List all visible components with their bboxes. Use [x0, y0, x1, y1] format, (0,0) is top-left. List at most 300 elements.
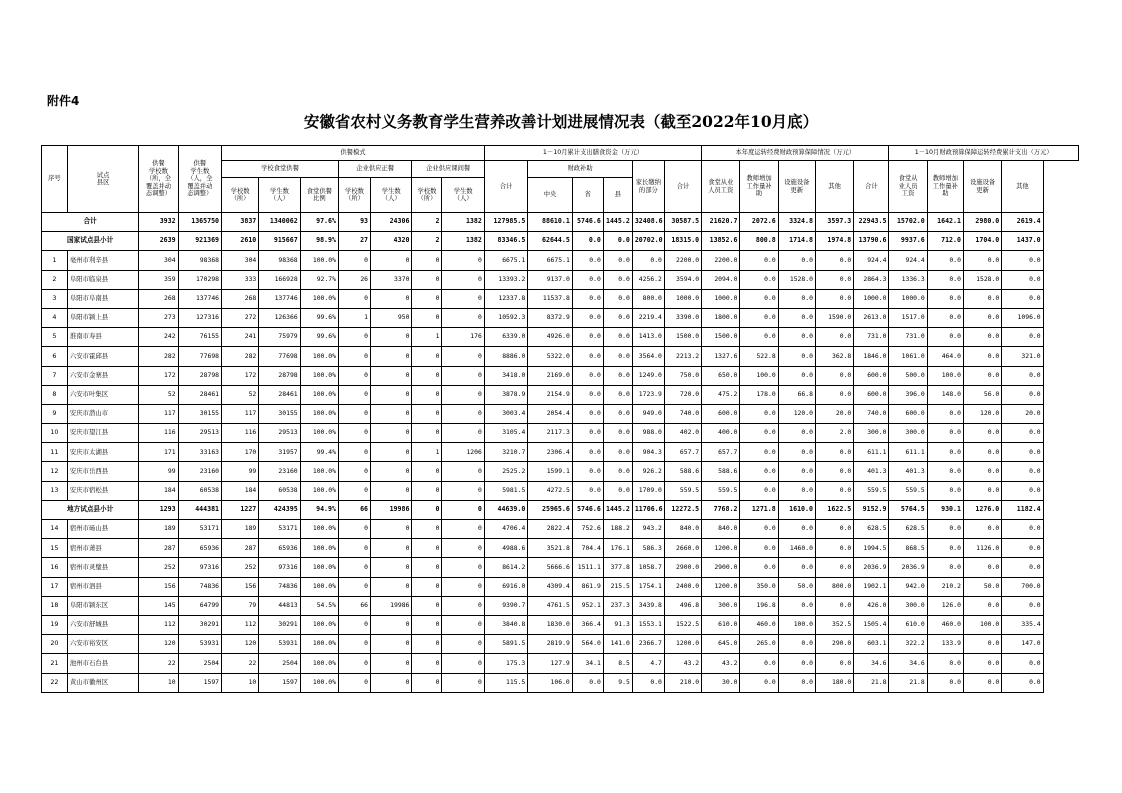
- table-cell: 0.0: [740, 481, 778, 500]
- table-cell: 0: [412, 577, 442, 596]
- table-cell: 559.5: [854, 481, 889, 500]
- table-cell: 0.0: [572, 366, 603, 385]
- row-area-name: 淮南市寿县: [67, 328, 138, 347]
- table-cell: 0: [338, 577, 370, 596]
- table-cell: 304: [139, 251, 178, 270]
- table-cell: 0.0: [815, 385, 853, 404]
- table-cell: 600.0: [702, 404, 740, 423]
- table-cell: 3003.4: [484, 404, 527, 423]
- row-area-name: 安庆市望江县: [67, 424, 138, 443]
- table-cell: 30155: [259, 404, 300, 423]
- table-cell: 0: [442, 270, 484, 289]
- table-cell: 0.0: [778, 289, 815, 308]
- table-cell: 100.0%: [300, 673, 338, 692]
- table-cell: 100.0%: [300, 404, 338, 423]
- table-cell: 34.6: [889, 654, 927, 673]
- table-cell: 0: [442, 615, 484, 634]
- header-canteen-ratio: 食堂供餐 比例: [300, 178, 338, 213]
- table-cell: 189: [222, 520, 259, 539]
- table-cell: 0.0: [778, 462, 815, 481]
- table-cell: 126366: [259, 308, 300, 327]
- table-cell: 0: [442, 308, 484, 327]
- header-spent-other: 其他: [1002, 161, 1043, 213]
- page-title: 安徽省农村义务教育学生营养改善计划进展情况表（截至2022年10月底）: [303, 112, 819, 131]
- table-cell: 0: [442, 577, 484, 596]
- header-budget-teacher: 教师增加 工作量补 助: [740, 161, 778, 213]
- table-cell: 3390.0: [664, 308, 701, 327]
- table-cell: 2639: [139, 232, 178, 251]
- table-cell: 188.2: [603, 520, 632, 539]
- table-cell: 840.0: [702, 520, 740, 539]
- table-cell: 0.0: [927, 289, 963, 308]
- table-cell: 800.0: [815, 577, 853, 596]
- table-cell: 0: [442, 385, 484, 404]
- table-cell: 34.1: [572, 654, 603, 673]
- table-cell: 2366.7: [632, 635, 664, 654]
- table-cell: 4272.5: [528, 481, 573, 500]
- header-budget-wage: 食堂从业 人员工资: [702, 161, 740, 213]
- progress-table: [41, 145, 1079, 693]
- table-cell: 127.9: [528, 654, 573, 673]
- header-area: 试点 县区: [67, 146, 138, 213]
- table-cell: 0.0: [1002, 270, 1043, 289]
- row-area-name: 安庆市太湖县: [67, 443, 138, 462]
- table-row: [42, 539, 1079, 558]
- table-cell: 0.0: [927, 558, 963, 577]
- header-budget-equip: 设施设备 更新: [778, 161, 815, 213]
- table-cell: 0.0: [1002, 462, 1043, 481]
- table-cell: 20.0: [815, 404, 853, 423]
- row-seq: 20: [42, 635, 68, 654]
- table-cell: 32408.6: [632, 213, 664, 232]
- table-cell: 28798: [259, 366, 300, 385]
- subtotal-label: 国家试点县小计: [42, 232, 139, 251]
- table-cell: 611.1: [889, 443, 927, 462]
- table-cell: 26: [338, 270, 370, 289]
- header-funds: 1－10月累计支出膳食资金（万元）: [484, 146, 701, 161]
- table-cell: 98368: [178, 251, 221, 270]
- table-cell: 2900.0: [702, 558, 740, 577]
- header-parent: 家长缴纳 的部分: [632, 161, 664, 213]
- table-cell: 0.0: [778, 366, 815, 385]
- table-cell: 5746.6: [572, 213, 603, 232]
- table-cell: 0.0: [603, 328, 632, 347]
- table-cell: 22: [222, 654, 259, 673]
- table-cell: 610.0: [889, 615, 927, 634]
- table-cell: 0.0: [572, 232, 603, 251]
- table-row: [42, 558, 1079, 577]
- table-cell: 333: [222, 270, 259, 289]
- table-cell: 720.0: [664, 385, 701, 404]
- table-cell: 6339.0: [484, 328, 527, 347]
- table-cell: 184: [222, 481, 259, 500]
- table-cell: 0: [371, 462, 412, 481]
- table-cell: 0.0: [963, 673, 1001, 692]
- table-cell: 444381: [178, 500, 221, 519]
- table-cell: 0.0: [740, 251, 778, 270]
- table-cell: 0.0: [927, 520, 963, 539]
- table-cell: 20.0: [1002, 404, 1043, 423]
- table-row: [42, 270, 1079, 289]
- table-cell: 0.0: [963, 347, 1001, 366]
- row-seq: 13: [42, 481, 68, 500]
- table-cell: 172: [139, 366, 178, 385]
- table-cell: 127985.5: [484, 213, 527, 232]
- table-cell: 28461: [178, 385, 221, 404]
- table-cell: 290.0: [815, 635, 853, 654]
- table-cell: 2169.0: [528, 366, 573, 385]
- table-cell: 1382: [442, 213, 484, 232]
- subtotal-label: 合计: [42, 213, 139, 232]
- table-cell: 147.0: [1002, 635, 1043, 654]
- table-cell: 6675.1: [484, 251, 527, 270]
- table-cell: 988.0: [632, 424, 664, 443]
- table-cell: 252: [222, 558, 259, 577]
- table-cell: 0: [338, 520, 370, 539]
- table-cell: 0.0: [815, 481, 853, 500]
- table-cell: 0: [412, 347, 442, 366]
- table-cell: 8372.9: [528, 308, 573, 327]
- table-cell: 0.0: [632, 251, 664, 270]
- table-cell: 287: [222, 539, 259, 558]
- table-cell: 8886.0: [484, 347, 527, 366]
- table-cell: 127316: [178, 308, 221, 327]
- table-cell: 0.0: [740, 654, 778, 673]
- table-cell: 0.0: [778, 424, 815, 443]
- header-canteen: 学校食堂供餐: [222, 161, 339, 178]
- table-cell: 8614.2: [484, 558, 527, 577]
- table-cell: 34.6: [854, 654, 889, 673]
- row-seq: 3: [42, 289, 68, 308]
- table-cell: 0.0: [1002, 328, 1043, 347]
- table-cell: 176.1: [603, 539, 632, 558]
- table-cell: 1061.0: [889, 347, 927, 366]
- table-cell: 1200.0: [702, 577, 740, 596]
- table-cell: 76155: [178, 328, 221, 347]
- row-seq: 8: [42, 385, 68, 404]
- table-cell: 1096.0: [1002, 308, 1043, 327]
- table-cell: 189: [139, 520, 178, 539]
- table-cell: 1622.5: [815, 500, 853, 519]
- table-cell: 0: [412, 654, 442, 673]
- row-area-name: 阜阳市颍上县: [67, 308, 138, 327]
- table-cell: 0.0: [815, 251, 853, 270]
- table-cell: 0.0: [603, 270, 632, 289]
- table-cell: 93: [338, 213, 370, 232]
- table-cell: 3840.8: [484, 615, 527, 634]
- table-cell: 29513: [259, 424, 300, 443]
- attachment-label: 附件4: [47, 94, 80, 108]
- table-cell: 1126.0: [963, 539, 1001, 558]
- table-cell: 53171: [259, 520, 300, 539]
- table-cell: 0.0: [572, 347, 603, 366]
- table-cell: 731.0: [889, 328, 927, 347]
- table-cell: 0.0: [815, 539, 853, 558]
- table-cell: 0.0: [778, 558, 815, 577]
- table-cell: 120.0: [778, 404, 815, 423]
- table-cell: 92.7%: [300, 270, 338, 289]
- table-cell: 145: [139, 596, 178, 615]
- table-cell: 0: [412, 385, 442, 404]
- table-cell: 0: [412, 251, 442, 270]
- table-cell: 752.6: [572, 520, 603, 539]
- table-cell: 0.0: [740, 558, 778, 577]
- table-cell: 0: [371, 443, 412, 462]
- table-cell: 2525.2: [484, 462, 527, 481]
- table-cell: 74836: [178, 577, 221, 596]
- table-cell: 0.0: [603, 366, 632, 385]
- table-cell: 13393.2: [484, 270, 527, 289]
- table-cell: 0.0: [815, 328, 853, 347]
- table-cell: 1902.1: [854, 577, 889, 596]
- table-cell: 2117.3: [528, 424, 573, 443]
- table-cell: 66: [338, 596, 370, 615]
- table-cell: 0: [371, 328, 412, 347]
- table-cell: 0.0: [778, 520, 815, 539]
- table-cell: 0: [371, 366, 412, 385]
- row-area-name: 亳州市利辛县: [67, 251, 138, 270]
- header-seq: 序号: [42, 146, 68, 213]
- table-cell: 366.4: [572, 615, 603, 634]
- table-cell: 1599.1: [528, 462, 573, 481]
- table-cell: 1327.6: [702, 347, 740, 366]
- header-budget: 本年度运转经费财政预算保障情况（万元）: [702, 146, 889, 161]
- table-cell: 0: [338, 635, 370, 654]
- table-cell: 100.0%: [300, 251, 338, 270]
- table-cell: 77698: [259, 347, 300, 366]
- table-cell: 588.6: [702, 462, 740, 481]
- table-cell: 1590.0: [815, 308, 853, 327]
- table-cell: 712.0: [927, 232, 963, 251]
- table-cell: 100.0%: [300, 385, 338, 404]
- table-cell: 100.0: [963, 615, 1001, 634]
- table-cell: 0.0: [963, 366, 1001, 385]
- table-cell: 1505.4: [854, 615, 889, 634]
- table-cell: 0: [412, 308, 442, 327]
- table-cell: 522.8: [740, 347, 778, 366]
- row-area-name: 宿州市灵璧县: [67, 558, 138, 577]
- table-cell: 0: [412, 596, 442, 615]
- table-cell: 0.0: [603, 462, 632, 481]
- table-cell: 800.0: [632, 289, 664, 308]
- table-cell: 52: [222, 385, 259, 404]
- table-cell: 952.1: [572, 596, 603, 615]
- table-cell: 0.0: [572, 328, 603, 347]
- table-cell: 0: [442, 462, 484, 481]
- table-cell: 5746.6: [572, 500, 603, 519]
- table-cell: 100.0: [927, 366, 963, 385]
- table-cell: 88610.1: [528, 213, 573, 232]
- row-area-name: 安庆市宿松县: [67, 481, 138, 500]
- table-cell: 5981.5: [484, 481, 527, 500]
- table-cell: 0.0: [603, 443, 632, 462]
- header-fiscal: 财政补助: [528, 161, 633, 178]
- table-cell: 2822.4: [528, 520, 573, 539]
- table-cell: 0.0: [603, 289, 632, 308]
- table-cell: 0.0: [778, 251, 815, 270]
- table-cell: 377.8: [603, 558, 632, 577]
- table-cell: 0.0: [778, 308, 815, 327]
- table-cell: 5764.5: [889, 500, 927, 519]
- table-cell: 359: [139, 270, 178, 289]
- table-cell: 1182.4: [1002, 500, 1043, 519]
- table-cell: 0.0: [927, 270, 963, 289]
- table-cell: 0.0: [927, 654, 963, 673]
- table-row: [42, 673, 1079, 692]
- table-cell: 2504: [259, 654, 300, 673]
- table-cell: 12337.8: [484, 289, 527, 308]
- table-cell: 172: [222, 366, 259, 385]
- table-cell: 115.5: [484, 673, 527, 692]
- table-cell: 0.0: [778, 596, 815, 615]
- table-cell: 0: [338, 462, 370, 481]
- table-cell: 19986: [371, 596, 412, 615]
- table-cell: 9137.0: [528, 270, 573, 289]
- table-cell: 0.0: [927, 673, 963, 692]
- table-cell: 9390.7: [484, 596, 527, 615]
- table-cell: 60538: [178, 481, 221, 500]
- table-cell: 0.0: [740, 404, 778, 423]
- table-cell: 252: [139, 558, 178, 577]
- table-cell: 0: [442, 347, 484, 366]
- table-cell: 401.3: [854, 462, 889, 481]
- table-cell: 0.0: [963, 443, 1001, 462]
- table-cell: 0: [338, 481, 370, 500]
- table-cell: 1: [412, 443, 442, 462]
- table-cell: 178.0: [740, 385, 778, 404]
- row-area-name: 阜阳市颍东区: [67, 596, 138, 615]
- table-cell: 50.0: [963, 577, 1001, 596]
- table-cell: 100.0%: [300, 462, 338, 481]
- table-cell: 83346.5: [484, 232, 527, 251]
- table-row: [42, 462, 1079, 481]
- table-cell: 100.0%: [300, 558, 338, 577]
- table-cell: 1846.0: [854, 347, 889, 366]
- table-cell: 750.0: [664, 366, 701, 385]
- table-cell: 0.0: [572, 308, 603, 327]
- table-cell: 3597.3: [815, 213, 853, 232]
- table-cell: 3932: [139, 213, 178, 232]
- table-cell: 60538: [259, 481, 300, 500]
- table-cell: 0: [371, 385, 412, 404]
- table-cell: 0.0: [572, 404, 603, 423]
- table-cell: 66: [338, 500, 370, 519]
- table-cell: 924.4: [889, 251, 927, 270]
- table-cell: 1200.0: [664, 635, 701, 654]
- table-cell: 0.0: [1002, 481, 1043, 500]
- table-cell: 300.0: [702, 596, 740, 615]
- table-cell: 2219.4: [632, 308, 664, 327]
- table-cell: 166928: [259, 270, 300, 289]
- table-cell: 24306: [371, 213, 412, 232]
- table-cell: 0.0: [927, 404, 963, 423]
- table-cell: 0: [412, 462, 442, 481]
- table-cell: 1709.0: [632, 481, 664, 500]
- table-cell: 2864.3: [854, 270, 889, 289]
- table-cell: 265.0: [740, 635, 778, 654]
- table-cell: 126.0: [927, 596, 963, 615]
- table-cell: 21.8: [854, 673, 889, 692]
- table-cell: 0: [412, 270, 442, 289]
- table-cell: 1000.0: [889, 289, 927, 308]
- table-cell: 1445.2: [603, 213, 632, 232]
- table-cell: 0.0: [603, 404, 632, 423]
- table-cell: 2619.4: [1002, 213, 1043, 232]
- table-cell: 0.0: [927, 424, 963, 443]
- table-cell: 0.0: [740, 673, 778, 692]
- table-cell: 650.0: [702, 366, 740, 385]
- table-cell: 30155: [178, 404, 221, 423]
- table-cell: 44639.0: [484, 500, 527, 519]
- table-cell: 304: [222, 251, 259, 270]
- table-cell: 0.0: [927, 308, 963, 327]
- table-cell: 401.3: [889, 462, 927, 481]
- table-cell: 0.0: [963, 424, 1001, 443]
- table-cell: 400.0: [702, 424, 740, 443]
- table-cell: 1293: [139, 500, 178, 519]
- table-cell: 0.0: [740, 270, 778, 289]
- table-cell: 3594.0: [664, 270, 701, 289]
- table-cell: 268: [222, 289, 259, 308]
- row-area-name: 六安市金寨县: [67, 366, 138, 385]
- table-cell: 0.0: [927, 328, 963, 347]
- header-enterprise: 企业供应正餐: [338, 161, 411, 178]
- row-area-name: 六安市霍邱县: [67, 347, 138, 366]
- table-cell: 2.0: [815, 424, 853, 443]
- table-cell: 0: [338, 673, 370, 692]
- table-cell: 98368: [259, 251, 300, 270]
- table-cell: 23160: [259, 462, 300, 481]
- table-cell: 100.0%: [300, 654, 338, 673]
- table-cell: 0.0: [740, 462, 778, 481]
- table-cell: 2: [412, 213, 442, 232]
- table-cell: 1445.2: [603, 500, 632, 519]
- table-cell: 171: [139, 443, 178, 462]
- table-cell: 116: [139, 424, 178, 443]
- table-cell: 20702.0: [632, 232, 664, 251]
- table-cell: 0.0: [815, 520, 853, 539]
- table-cell: 0: [371, 558, 412, 577]
- table-cell: 1610.0: [778, 500, 815, 519]
- table-cell: 588.6: [664, 462, 701, 481]
- table-cell: 0.0: [740, 520, 778, 539]
- table-cell: 0.0: [815, 270, 853, 289]
- row-seq: 18: [42, 596, 68, 615]
- table-cell: 0: [371, 404, 412, 423]
- table-cell: 282: [139, 347, 178, 366]
- table-cell: 0.0: [963, 289, 1001, 308]
- table-cell: 396.0: [889, 385, 927, 404]
- table-cell: 1382: [442, 232, 484, 251]
- table-cell: 2200.0: [664, 251, 701, 270]
- table-cell: 475.2: [702, 385, 740, 404]
- table-cell: 0.0: [1002, 673, 1043, 692]
- table-cell: 5891.5: [484, 635, 527, 654]
- table-cell: 75979: [259, 328, 300, 347]
- table-cell: 460.0: [927, 615, 963, 634]
- table-cell: 0.0: [1002, 385, 1043, 404]
- row-seq: 19: [42, 615, 68, 634]
- table-cell: 603.1: [854, 635, 889, 654]
- table-cell: 930.1: [927, 500, 963, 519]
- table-cell: 180.0: [815, 673, 853, 692]
- table-cell: 0: [412, 520, 442, 539]
- table-cell: 21.8: [889, 673, 927, 692]
- table-cell: 137746: [178, 289, 221, 308]
- table-cell: 0.0: [963, 462, 1001, 481]
- table-cell: 65936: [178, 539, 221, 558]
- table-cell: 116: [222, 424, 259, 443]
